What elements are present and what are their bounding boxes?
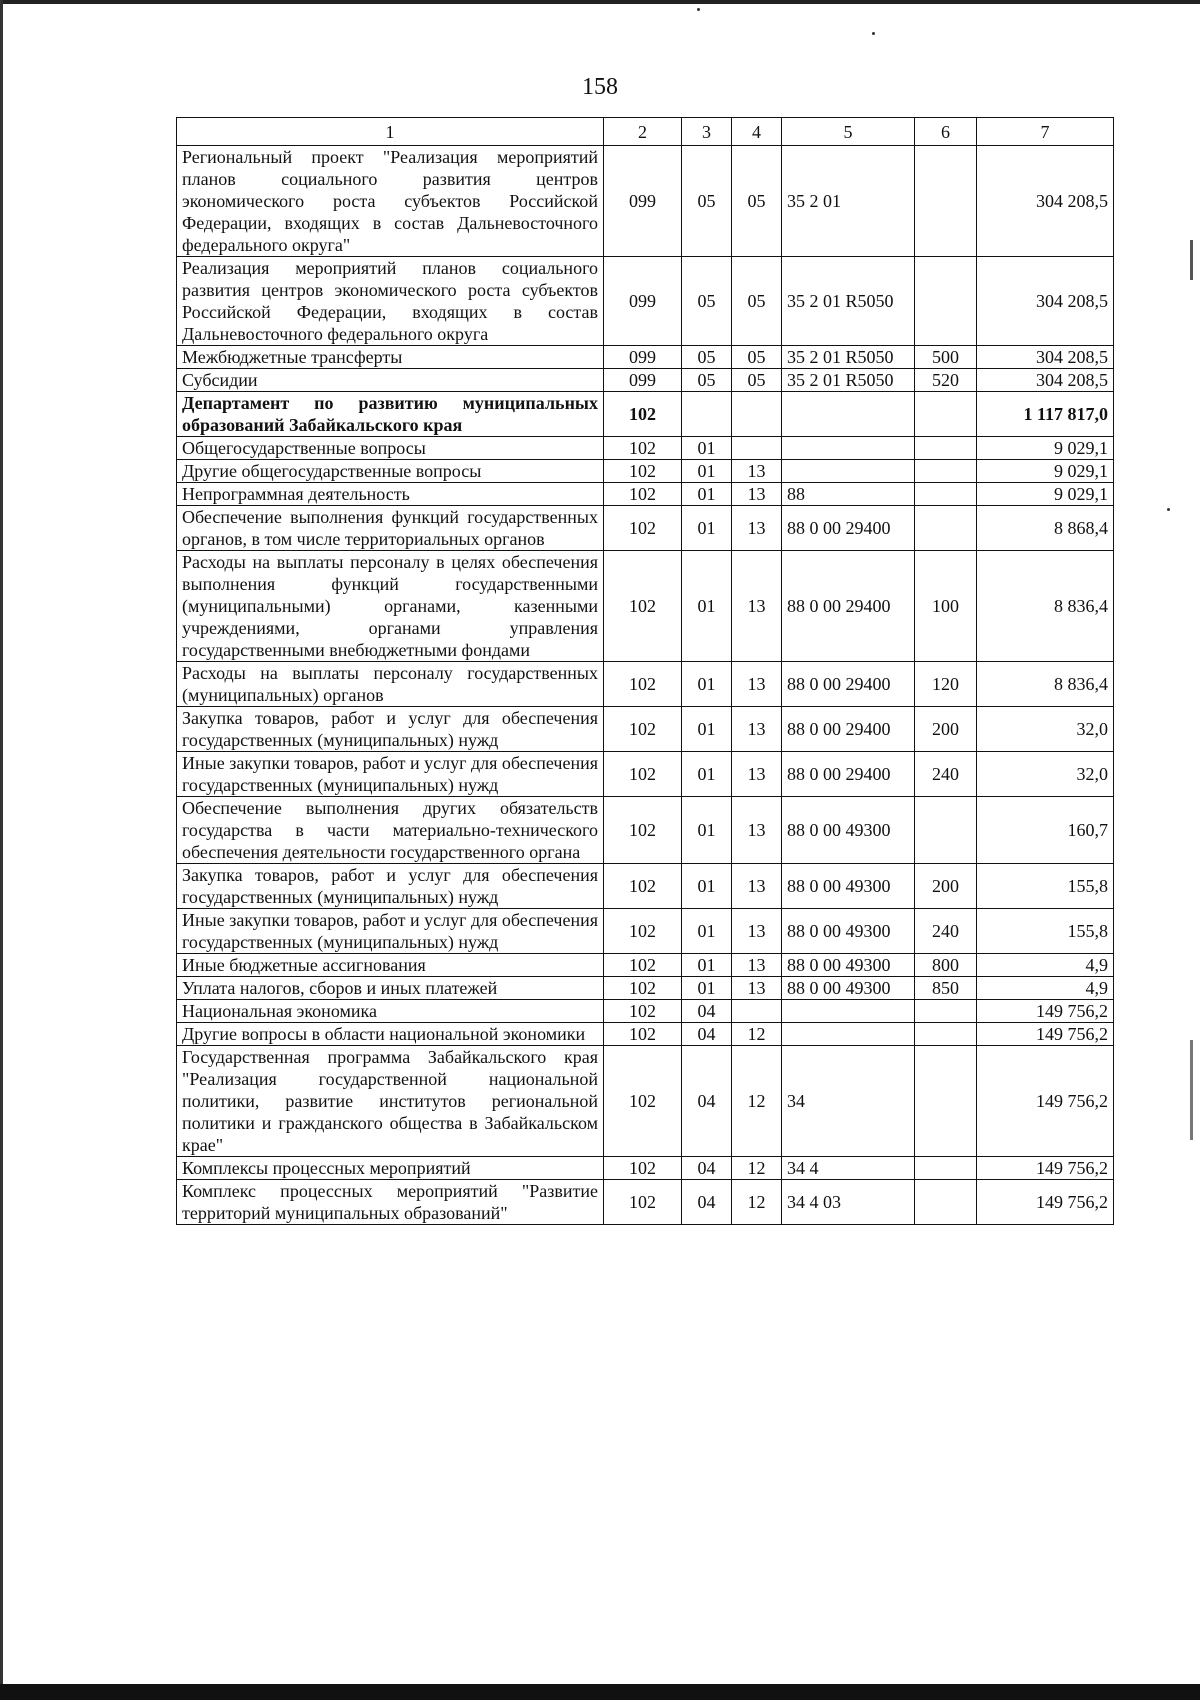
budget-item-name: Закупка товаров, работ и услуг для обеспечения государственных (муниципальных) нужд (177, 707, 604, 752)
subsection-code: 13 (732, 752, 782, 797)
amount: 149 756,2 (977, 1023, 1114, 1046)
section-code: 01 (682, 797, 732, 864)
subsection-code: 12 (732, 1046, 782, 1157)
amount: 149 756,2 (977, 1180, 1114, 1225)
budget-item-name: Региональный проект "Реализация мероприятий планов социального развития центров экономического роста субъектов Российской Федерации, входящих в состав Дальневосточного федерального округа" (177, 146, 604, 257)
section-code: 01 (682, 954, 732, 977)
target-article-code: 88 0 00 29400 (782, 752, 915, 797)
subsection-code: 12 (732, 1180, 782, 1225)
budget-item-name: Уплата налогов, сборов и иных платежей (177, 977, 604, 1000)
section-code: 01 (682, 506, 732, 551)
section-code: 01 (682, 752, 732, 797)
ministry-code: 102 (604, 1180, 682, 1225)
subsection-code: 05 (732, 346, 782, 369)
scan-speck (1167, 508, 1170, 511)
ministry-code: 102 (604, 1023, 682, 1046)
amount: 304 208,5 (977, 369, 1114, 392)
expense-type-code (915, 146, 977, 257)
target-article-code: 34 4 (782, 1157, 915, 1180)
target-article-code: 88 0 00 49300 (782, 954, 915, 977)
subsection-code (732, 392, 782, 437)
amount: 4,9 (977, 977, 1114, 1000)
subsection-code: 13 (732, 506, 782, 551)
column-header: 4 (732, 118, 782, 146)
expense-type-code (915, 797, 977, 864)
expense-type-code: 240 (915, 909, 977, 954)
amount: 1 117 817,0 (977, 392, 1114, 437)
budget-item-name: Расходы на выплаты персоналу государственных (муниципальных) органов (177, 662, 604, 707)
scan-speck (872, 32, 875, 35)
target-article-code (782, 460, 915, 483)
section-code: 01 (682, 551, 732, 662)
amount: 9 029,1 (977, 483, 1114, 506)
subsection-code: 13 (732, 460, 782, 483)
amount: 304 208,5 (977, 346, 1114, 369)
budget-item-name: Национальная экономика (177, 1000, 604, 1023)
ministry-code: 099 (604, 146, 682, 257)
expense-type-code (915, 257, 977, 346)
budget-item-name: Иные закупки товаров, работ и услуг для обеспечения государственных (муниципальных) нужд (177, 752, 604, 797)
table-row (177, 460, 1114, 483)
ministry-code: 102 (604, 752, 682, 797)
ministry-code: 102 (604, 392, 682, 437)
ministry-code: 102 (604, 1046, 682, 1157)
amount: 155,8 (977, 864, 1114, 909)
subsection-code: 13 (732, 551, 782, 662)
column-header: 1 (177, 118, 604, 146)
subsection-code: 13 (732, 483, 782, 506)
table-row (177, 752, 1114, 797)
subsection-code: 13 (732, 707, 782, 752)
table-row (177, 1046, 1114, 1157)
scan-edge-left (0, 0, 3, 1700)
target-article-code: 34 4 03 (782, 1180, 915, 1225)
ministry-code: 102 (604, 1000, 682, 1023)
page-number: 158 (582, 74, 618, 100)
ministry-code: 099 (604, 257, 682, 346)
section-code: 01 (682, 483, 732, 506)
amount: 8 836,4 (977, 662, 1114, 707)
subsection-code: 12 (732, 1157, 782, 1180)
expense-type-code: 500 (915, 346, 977, 369)
subsection-code: 12 (732, 1023, 782, 1046)
budget-item-name: Комплексы процессных мероприятий (177, 1157, 604, 1180)
target-article-code: 35 2 01 R5050 (782, 346, 915, 369)
amount: 155,8 (977, 909, 1114, 954)
target-article-code (782, 392, 915, 437)
expense-type-code: 120 (915, 662, 977, 707)
target-article-code (782, 1023, 915, 1046)
subsection-code (732, 1000, 782, 1023)
subsection-code (732, 437, 782, 460)
budget-table (176, 117, 1114, 1225)
subsection-code: 13 (732, 797, 782, 864)
expense-type-code: 850 (915, 977, 977, 1000)
budget-item-name: Закупка товаров, работ и услуг для обеспечения государственных (муниципальных) нужд (177, 864, 604, 909)
target-article-code: 88 0 00 29400 (782, 662, 915, 707)
table-row (177, 437, 1114, 460)
amount: 304 208,5 (977, 146, 1114, 257)
budget-item-name: Обеспечение выполнения функций государственных органов, в том числе территориальных органов (177, 506, 604, 551)
budget-item-name: Реализация мероприятий планов социального развития центров экономического роста субъектов Российской Федерации, входящих в состав Дальневосточного федерального округа (177, 257, 604, 346)
subsection-code: 13 (732, 954, 782, 977)
scan-edge-bottom (0, 1684, 1200, 1700)
section-code: 01 (682, 662, 732, 707)
section-code: 01 (682, 909, 732, 954)
target-article-code: 88 0 00 29400 (782, 506, 915, 551)
amount: 32,0 (977, 707, 1114, 752)
table-row (177, 1180, 1114, 1225)
budget-item-name: Государственная программа Забайкальского края "Реализация государственной национальной политики, развитие институтов региональной политики и гражданского общества в Забайкальском крае" (177, 1046, 604, 1157)
table-row (177, 864, 1114, 909)
table-row (177, 506, 1114, 551)
table-row (177, 483, 1114, 506)
table-row (177, 346, 1114, 369)
section-code: 04 (682, 1180, 732, 1225)
section-code: 05 (682, 369, 732, 392)
section-code: 04 (682, 1000, 732, 1023)
target-article-code: 88 0 00 49300 (782, 864, 915, 909)
amount: 4,9 (977, 954, 1114, 977)
target-article-code: 88 0 00 49300 (782, 977, 915, 1000)
amount: 304 208,5 (977, 257, 1114, 346)
section-code: 05 (682, 346, 732, 369)
ministry-code: 102 (604, 662, 682, 707)
expense-type-code: 200 (915, 864, 977, 909)
ministry-code: 099 (604, 369, 682, 392)
section-code: 01 (682, 707, 732, 752)
budget-item-name: Иные закупки товаров, работ и услуг для обеспечения государственных (муниципальных) нужд (177, 909, 604, 954)
amount: 8 868,4 (977, 506, 1114, 551)
subsection-code: 13 (732, 909, 782, 954)
amount: 160,7 (977, 797, 1114, 864)
budget-item-name: Расходы на выплаты персоналу в целях обеспечения выполнения функций государственными (муниципальными) органами, казенными учреждениями, органами управления государственными внебюджетными фондами (177, 551, 604, 662)
scan-speck (697, 8, 700, 11)
amount: 149 756,2 (977, 1157, 1114, 1180)
budget-item-name: Департамент по развитию муниципальных образований Забайкальского края (177, 392, 604, 437)
target-article-code: 34 (782, 1046, 915, 1157)
table-row (177, 909, 1114, 954)
target-article-code: 35 2 01 R5050 (782, 369, 915, 392)
expense-type-code: 200 (915, 707, 977, 752)
expense-type-code (915, 460, 977, 483)
ministry-code: 102 (604, 483, 682, 506)
ministry-code: 102 (604, 797, 682, 864)
ministry-code: 102 (604, 506, 682, 551)
subsection-code: 05 (732, 369, 782, 392)
amount: 149 756,2 (977, 1000, 1114, 1023)
scan-mark (1190, 1040, 1193, 1140)
table-body (177, 146, 1114, 1225)
budget-item-name: Другие вопросы в области национальной экономики (177, 1023, 604, 1046)
ministry-code: 102 (604, 1157, 682, 1180)
target-article-code: 88 0 00 29400 (782, 551, 915, 662)
subsection-code: 13 (732, 662, 782, 707)
ministry-code: 102 (604, 909, 682, 954)
target-article-code: 35 2 01 R5050 (782, 257, 915, 346)
section-code: 01 (682, 460, 732, 483)
subsection-code: 13 (732, 864, 782, 909)
budget-item-name: Субсидии (177, 369, 604, 392)
column-header: 7 (977, 118, 1114, 146)
amount: 9 029,1 (977, 437, 1114, 460)
target-article-code: 88 0 00 49300 (782, 797, 915, 864)
ministry-code: 102 (604, 864, 682, 909)
subsection-code: 05 (732, 146, 782, 257)
scan-edge-top (0, 0, 1200, 4)
expense-type-code: 800 (915, 954, 977, 977)
target-article-code: 35 2 01 (782, 146, 915, 257)
expense-type-code (915, 437, 977, 460)
section-code: 04 (682, 1046, 732, 1157)
expense-type-code (915, 1157, 977, 1180)
expense-type-code: 100 (915, 551, 977, 662)
budget-item-name: Общегосударственные вопросы (177, 437, 604, 460)
section-code: 01 (682, 864, 732, 909)
expense-type-code: 240 (915, 752, 977, 797)
table-row (177, 392, 1114, 437)
section-code (682, 392, 732, 437)
table-row (177, 257, 1114, 346)
section-code: 01 (682, 977, 732, 1000)
amount: 32,0 (977, 752, 1114, 797)
subsection-code: 05 (732, 257, 782, 346)
expense-type-code: 520 (915, 369, 977, 392)
ministry-code: 102 (604, 954, 682, 977)
expense-type-code (915, 392, 977, 437)
section-code: 05 (682, 257, 732, 346)
budget-item-name: Межбюджетные трансферты (177, 346, 604, 369)
budget-item-name: Комплекс процессных мероприятий "Развитие территорий муниципальных образований" (177, 1180, 604, 1225)
table-row (177, 707, 1114, 752)
table-row (177, 1157, 1114, 1180)
ministry-code: 102 (604, 460, 682, 483)
table-row (177, 977, 1114, 1000)
budget-item-name: Непрограммная деятельность (177, 483, 604, 506)
expense-type-code (915, 1046, 977, 1157)
table-row (177, 551, 1114, 662)
expense-type-code (915, 1180, 977, 1225)
expense-type-code (915, 1023, 977, 1046)
budget-item-name: Иные бюджетные ассигнования (177, 954, 604, 977)
target-article-code: 88 0 00 49300 (782, 909, 915, 954)
target-article-code (782, 437, 915, 460)
table-header-row (177, 118, 1114, 146)
budget-item-name: Обеспечение выполнения других обязательств государства в части материально-технического обеспечения деятельности государственного органа (177, 797, 604, 864)
target-article-code: 88 0 00 29400 (782, 707, 915, 752)
amount: 149 756,2 (977, 1046, 1114, 1157)
column-header: 5 (782, 118, 915, 146)
column-header: 3 (682, 118, 732, 146)
amount: 8 836,4 (977, 551, 1114, 662)
section-code: 01 (682, 437, 732, 460)
section-code: 04 (682, 1023, 732, 1046)
target-article-code: 88 (782, 483, 915, 506)
scan-mark (1190, 240, 1193, 280)
section-code: 05 (682, 146, 732, 257)
table-row (177, 797, 1114, 864)
ministry-code: 099 (604, 346, 682, 369)
table-row (177, 146, 1114, 257)
expense-type-code (915, 1000, 977, 1023)
table-row (177, 954, 1114, 977)
table-row (177, 662, 1114, 707)
ministry-code: 102 (604, 977, 682, 1000)
section-code: 04 (682, 1157, 732, 1180)
subsection-code: 13 (732, 977, 782, 1000)
column-header: 6 (915, 118, 977, 146)
table-row (177, 369, 1114, 392)
table-row (177, 1000, 1114, 1023)
expense-type-code (915, 506, 977, 551)
target-article-code (782, 1000, 915, 1023)
ministry-code: 102 (604, 551, 682, 662)
expense-type-code (915, 483, 977, 506)
table-row (177, 1023, 1114, 1046)
budget-item-name: Другие общегосударственные вопросы (177, 460, 604, 483)
ministry-code: 102 (604, 437, 682, 460)
column-header: 2 (604, 118, 682, 146)
ministry-code: 102 (604, 707, 682, 752)
amount: 9 029,1 (977, 460, 1114, 483)
